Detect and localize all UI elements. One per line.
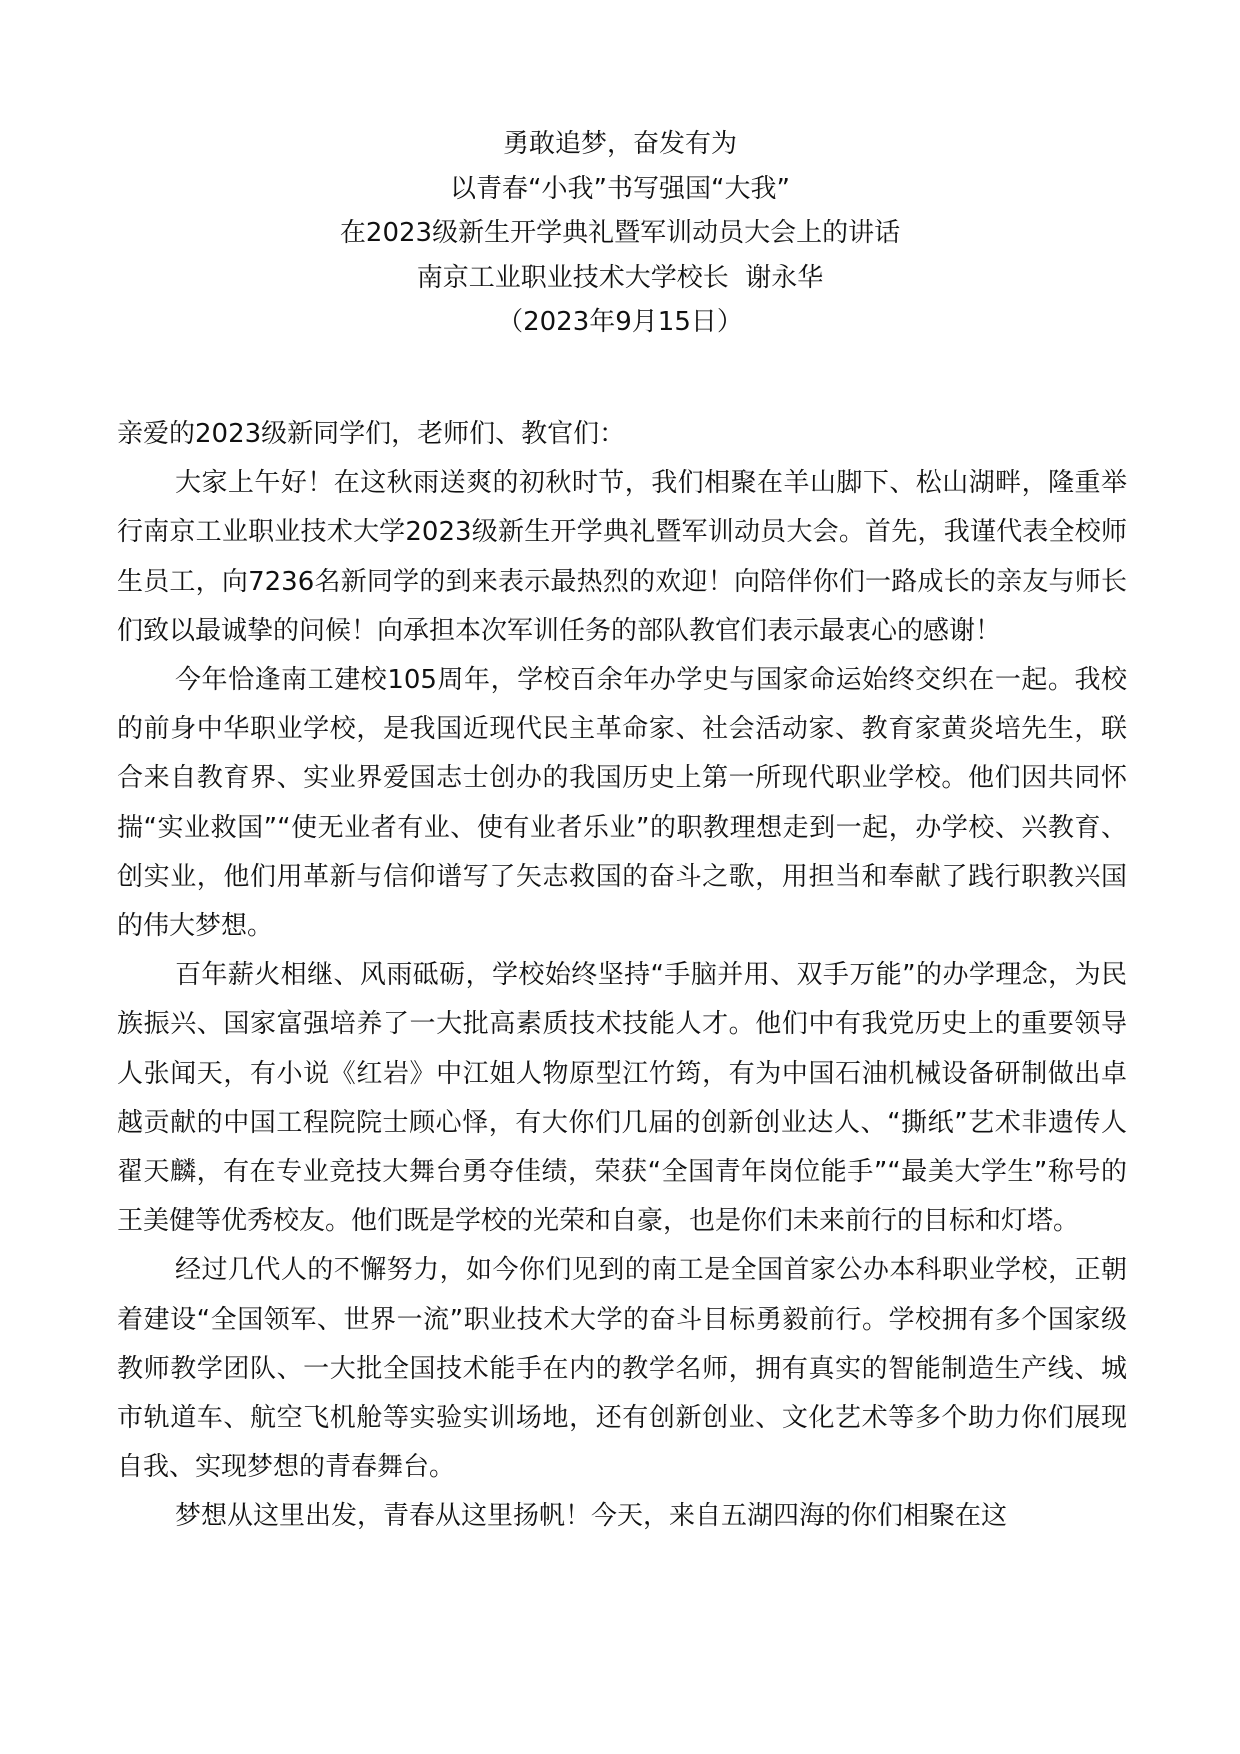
paragraph-school-today: 经过几代人的不懈努力，如今你们见到的南工是全国首家公办本科职业学校，正朝着建设“全国领军、世界一流”职业技术大学的奋斗目标勇毅前行。学校拥有多个国家级教师教学团队、一大批全国技术能手在内的教学名师，拥有真实的智能制造生产线、城市轨道车、航空飞机舱等实验实训场地，还有创新创业、文化艺术等多个助力你们展现自我、实现梦想的青春舞台。 [117,1255,1127,1483]
speech-main-title: 勇敢追梦，奋发有为 [502,129,737,159]
speech-occasion: 在2023级新生开学典礼暨军训动员大会上的讲话 [339,218,901,248]
paragraph-alumni: 百年薪火相继、风雨砥砺，学校始终坚持“手脑并用、双手万能”的办学理念，为民族振兴、国家富强培养了一大批高素质技术技能人才。他们中有我党历史上的重要领导人张闻天，有小说《红岩》中江姐人物原型江竹筠，有为中国石油机械设备研制做出卓越贡献的中国工程院院士顾心怿，有大你们几届的创新创业达人、“撕纸”艺术非遗传人翟天麟，有在专业竞技大舞台勇夺佳绩，荣获“全国青年岗位能手”“最美大学生”称号的王美健等优秀校友。他们既是学校的光荣和自豪，也是你们未来前行的目标和灯塔。 [117,960,1127,1237]
paragraph-greeting: 大家上午好！在这秋雨送爽的初秋时节，我们相聚在羊山脚下、松山湖畔，隆重举行南京工业职业技术大学2023级新生开学典礼暨军训动员大会。首先，我谨代表全校师生员工，向7236名新同学的到来表示最热烈的欢迎！向陪伴你们一路成长的亲友与师长们致以最诚挚的问候！向承担本次军训任务的部队教官们表示最衷心的感谢！ [117,468,1127,646]
speech-body [117,410,1127,1542]
speech-subtitle: 以青春“小我”书写强国“大我” [450,173,790,204]
speech-title-block [0,122,1240,345]
paragraph-dream: 梦想从这里出发，青春从这里扬帆！今天，来自五湖四海的你们相聚在这 [175,1501,1008,1532]
paragraph-history: 今年恰逢南工建校105周年，学校百余年办学史与国家命运始终交织在一起。我校的前身中华职业学校，是我国近现代民主革命家、社会活动家、教育家黄炎培先生，联合来自教育界、实业界爱国志士创办的我国历史上第一所现代职业学校。他们因共同怀揣“实业救国”“使无业者有业、使有业者乐业”的职教理想走到一起，办学校、兴教育、创实业，他们用革新与信仰谱写了矢志救国的奋斗之歌，用担当和奉献了践行职教兴国的伟大梦想。 [117,665,1127,942]
speaker-line: 南京工业职业技术大学校长 谢永华 [416,262,824,293]
speech-date: （2023年9月15日） [497,307,743,337]
salutation: 亲爱的2023级新同学们，老师们、教官们： [117,419,626,449]
